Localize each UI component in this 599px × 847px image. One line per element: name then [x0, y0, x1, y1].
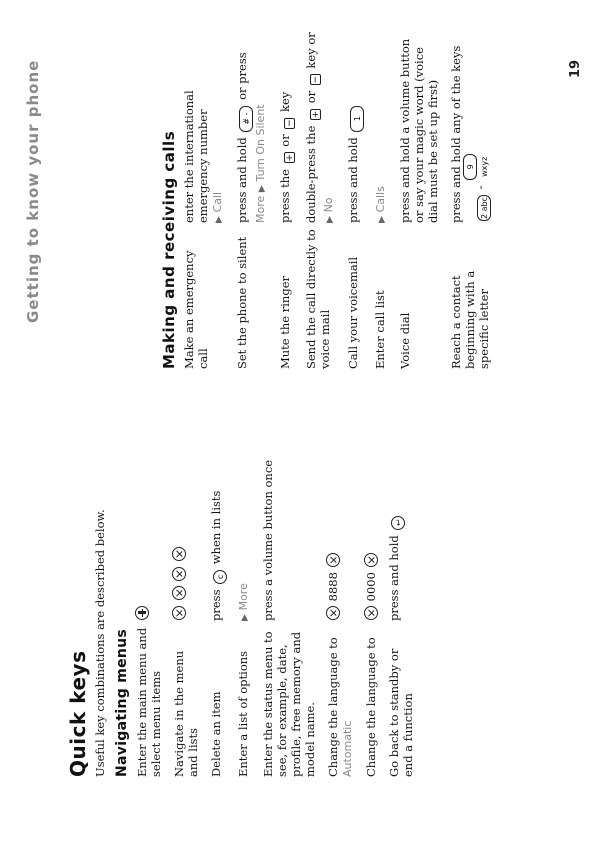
navigation-key-right-icon	[323, 551, 343, 571]
action-text: or	[304, 90, 318, 104]
call-row	[278, 24, 295, 369]
action-text: press and hold	[387, 535, 401, 621]
page-number: 19	[568, 59, 583, 78]
arrow-icon: ▶	[214, 216, 224, 223]
call-row	[373, 24, 389, 369]
c-key-icon: c	[213, 570, 227, 584]
volume-down-key-icon: −	[311, 75, 321, 84]
row-label: Go back to standby or end a function	[387, 648, 415, 777]
quick-key-row	[209, 407, 227, 777]
label-grey: Automatic	[341, 720, 354, 777]
quick-key-row	[261, 407, 317, 777]
action-text: double-press the	[304, 125, 318, 223]
running-header: Getting to know your phone	[24, 59, 42, 323]
navigation-key-down-icon	[169, 583, 189, 603]
row-action	[346, 24, 364, 223]
calls-section	[160, 24, 500, 369]
hash-key-icon: # -	[239, 106, 253, 132]
row-label: Enter call list	[373, 290, 387, 369]
arrow-icon: ▶	[257, 185, 267, 193]
row-action	[449, 24, 491, 223]
action-text: key or	[304, 32, 318, 69]
row-label: Enter a list of options	[236, 650, 250, 777]
action-text: press	[209, 589, 223, 621]
call-row	[346, 24, 364, 369]
row-label: Enter the status menu to see, for example, date, profile, free memory and model name.	[261, 631, 317, 777]
action-text: or press	[235, 52, 249, 100]
call-row	[398, 24, 440, 369]
navigation-key-right-icon	[169, 544, 189, 564]
calls-title: Making and receiving calls	[160, 130, 178, 369]
action-text: 0000	[364, 572, 378, 602]
row-label: Reach a contact beginning with a specific letter	[449, 270, 491, 369]
call-row	[235, 24, 269, 369]
navigation-key-center-icon	[135, 606, 149, 620]
menu-path: Calls	[374, 186, 387, 213]
row-label: Mute the ringer	[278, 276, 292, 369]
action-text: key	[278, 91, 292, 112]
action-text: or	[278, 134, 292, 147]
quick-key-row	[236, 407, 252, 777]
quick-key-row	[387, 407, 415, 777]
row-label: Enter the main menu and select menu items	[135, 627, 163, 777]
row-label: Call your voicemail	[346, 256, 360, 369]
row-action	[209, 407, 227, 621]
row-label: Navigate in the menu and lists	[172, 650, 200, 777]
row-label	[326, 621, 355, 777]
call-row	[304, 24, 337, 369]
menu-path: More	[254, 195, 267, 223]
row-action	[278, 24, 295, 223]
row-action: press and hold a volume button or say your magic word (voice dial must be set up first)	[398, 38, 440, 223]
action-text: press and hold any of the keys	[449, 45, 463, 223]
navigation-key-right-icon	[361, 551, 381, 571]
row-action	[182, 24, 226, 223]
navigation-key-left-icon	[169, 564, 189, 584]
action-text: press the	[278, 169, 292, 223]
volume-up-key-icon: +	[311, 110, 321, 119]
row-action	[364, 407, 378, 621]
volume-down-key-icon: −	[285, 119, 295, 127]
row-label: Make an emergency call	[182, 250, 210, 369]
quick-keys-section	[66, 407, 424, 777]
label-text: Change the language to	[326, 637, 340, 777]
row-action	[387, 407, 415, 621]
menu-path: Turn On Silent	[254, 104, 267, 182]
row-action	[172, 407, 200, 621]
arrow-icon: ▶	[325, 216, 335, 223]
call-row	[182, 24, 226, 369]
nine-key-icon: 9 wxyz	[463, 154, 477, 180]
row-action	[236, 407, 252, 621]
row-action	[373, 24, 389, 223]
row-action	[304, 24, 337, 223]
row-action: press a volume button once	[261, 459, 275, 621]
row-label: Delete an item	[209, 691, 223, 777]
row-label: Change the language to	[364, 637, 378, 777]
action-text: press and hold	[235, 137, 249, 223]
back-key-icon: ↩	[391, 516, 405, 530]
row-label: Send the call directly to voice mail	[304, 229, 332, 369]
navigation-key-left-icon	[323, 603, 343, 623]
action-text: when in lists	[209, 490, 223, 565]
row-label: Voice dial	[398, 312, 412, 369]
quick-keys-title: Quick keys	[66, 650, 90, 777]
navigation-key-left-icon	[361, 603, 381, 623]
row-action	[326, 407, 355, 621]
navigation-key-up-icon	[169, 603, 189, 623]
quick-key-row	[135, 407, 163, 777]
action-text: -	[473, 185, 487, 190]
quick-key-row	[172, 407, 200, 777]
two-key-icon: 2 abc	[477, 195, 491, 221]
menu-path: No	[322, 197, 335, 213]
quick-keys-intro: Useful key combinations are described below.	[93, 509, 107, 777]
navigating-menus-heading: Navigating menus	[114, 628, 130, 777]
arrow-icon: ▶	[377, 216, 387, 223]
voicemail-key-icon: 1	[350, 106, 364, 132]
row-action	[135, 407, 163, 621]
action-text: press and hold	[346, 137, 360, 223]
quick-key-row	[326, 407, 355, 777]
quick-key-row	[364, 407, 378, 777]
call-row	[449, 24, 491, 369]
row-label: Set the phone to silent	[235, 236, 249, 369]
row-action	[235, 24, 269, 223]
volume-up-key-icon: +	[285, 154, 295, 162]
menu-path: More	[237, 583, 250, 611]
menu-path: Call	[211, 191, 224, 213]
action-text: enter the international emergency number	[182, 90, 210, 223]
arrow-icon: ▶	[240, 614, 250, 621]
action-text: 8888	[326, 572, 340, 602]
